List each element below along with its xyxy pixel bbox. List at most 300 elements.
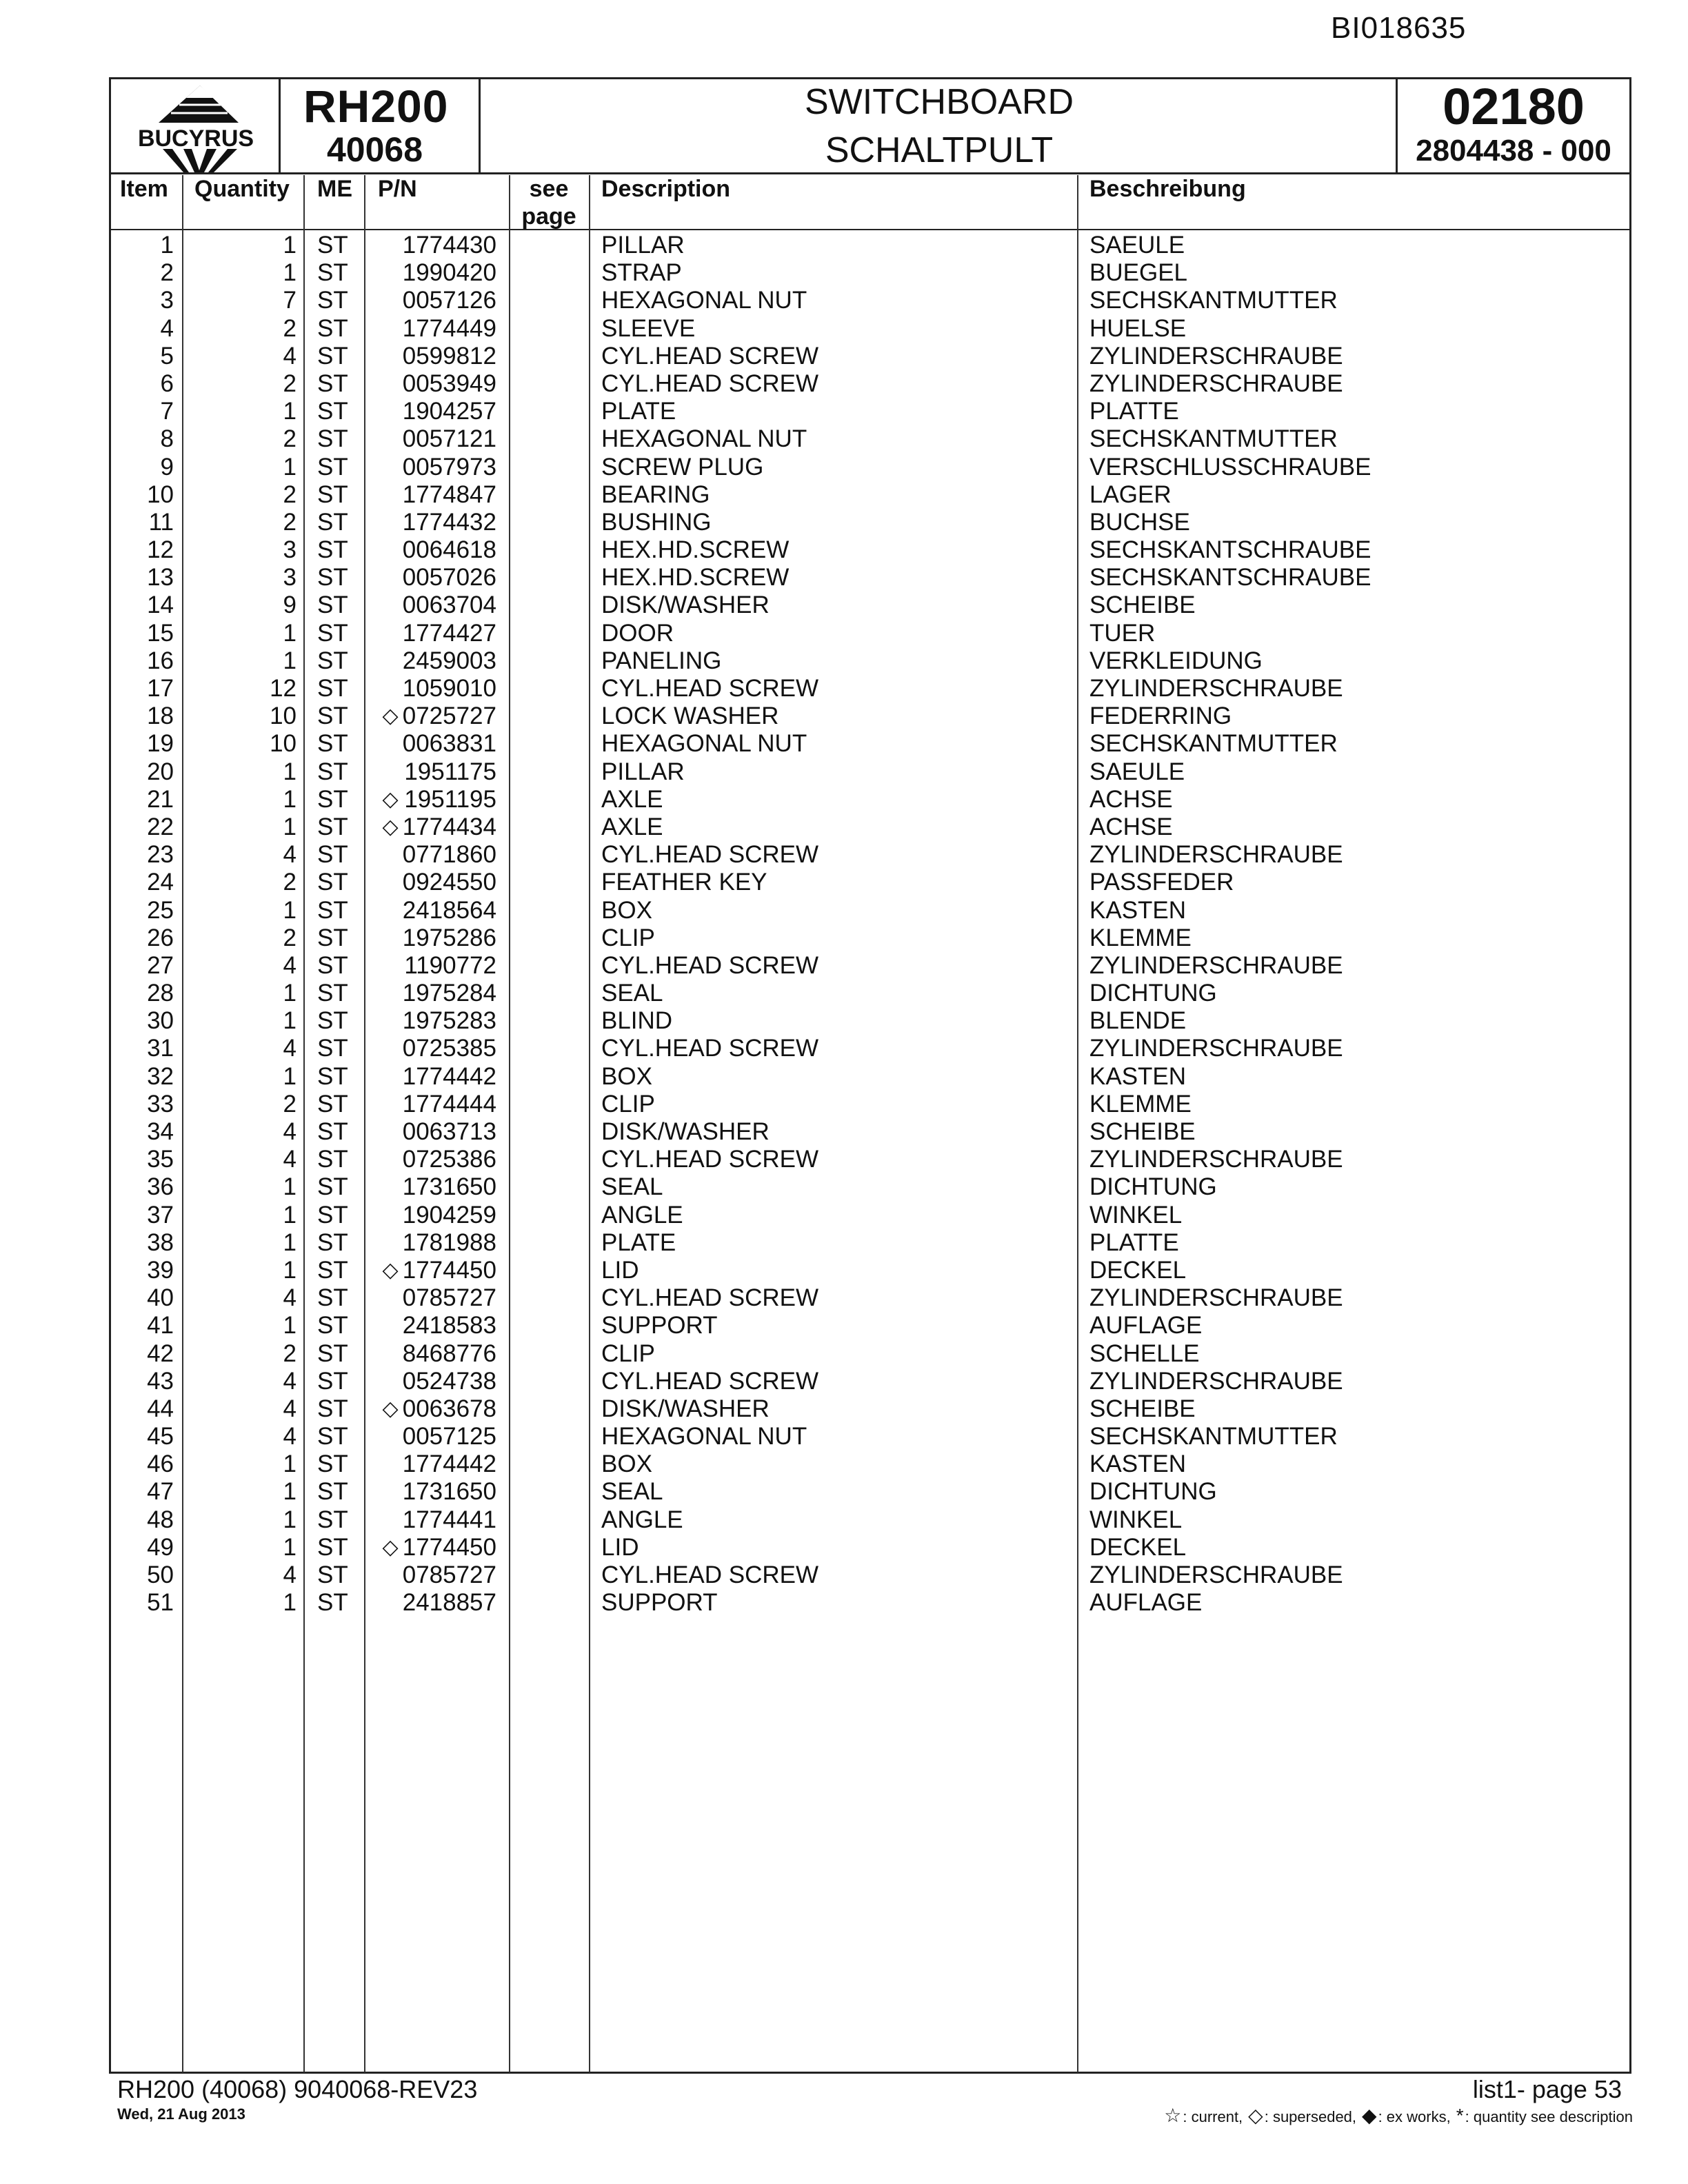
table-row (110, 564, 1630, 592)
unit: ST (317, 1450, 348, 1478)
beschreibung: SECHSKANTMUTTER (1089, 287, 1338, 314)
beschreibung: KASTEN (1089, 1450, 1187, 1478)
item-number: 8 (160, 425, 174, 453)
quantity: 1 (283, 1589, 297, 1617)
legend-text: : superseded, (1264, 2108, 1357, 2125)
col-header-pn: P/N (378, 176, 417, 202)
beschreibung: FEDERRING (1089, 702, 1232, 730)
description: DOOR (601, 619, 674, 647)
part-number: 1190772 (404, 951, 496, 979)
unit: ST (317, 647, 348, 674)
item-number: 15 (147, 619, 174, 647)
unit: ST (317, 1256, 348, 1284)
description: HEXAGONAL NUT (601, 425, 807, 453)
item-number: 39 (147, 1256, 174, 1284)
item-number: 16 (147, 647, 174, 674)
description: PLATE (601, 1228, 676, 1256)
description: SLEEVE (601, 314, 696, 342)
beschreibung: ZYLINDERSCHRAUBE (1089, 951, 1343, 979)
unit: ST (317, 536, 348, 564)
part-number: 1990420 (402, 259, 496, 287)
description: FEATHER KEY (601, 869, 767, 896)
table-row (110, 1368, 1630, 1395)
table-row (110, 647, 1630, 675)
drawing-number: 2804438 - 000 (1416, 134, 1611, 168)
footer-doc-ref: RH200 (40068) 9040068-REV23 (117, 2075, 478, 2103)
item-number: 35 (147, 1146, 174, 1173)
item-number: 31 (147, 1035, 174, 1062)
description: BOX (601, 1062, 652, 1090)
description: SCREW PLUG (601, 453, 764, 481)
description: AXLE (601, 785, 663, 813)
status-mark: ◇ (382, 1397, 399, 1420)
header-separator (1396, 77, 1398, 174)
table-row (110, 1340, 1630, 1368)
description: HEX.HD.SCREW (601, 564, 790, 592)
part-number: 1731650 (402, 1173, 496, 1201)
unit: ST (317, 758, 348, 785)
table-row (110, 1561, 1630, 1589)
beschreibung: ZYLINDERSCHRAUBE (1089, 1284, 1343, 1312)
beschreibung: SCHEIBE (1089, 592, 1196, 619)
table-row (110, 1257, 1630, 1284)
item-number: 40 (147, 1284, 174, 1312)
quantity: 1 (283, 1312, 297, 1339)
beschreibung: SECHSKANTSCHRAUBE (1089, 564, 1372, 592)
quantity: 2 (283, 1339, 297, 1367)
part-number: 1774427 (402, 619, 496, 647)
item-number: 38 (147, 1228, 174, 1256)
unit: ST (317, 370, 348, 397)
table-row (110, 1423, 1630, 1450)
item-number: 32 (147, 1062, 174, 1090)
beschreibung: KASTEN (1089, 896, 1187, 924)
beschreibung: DECKEL (1089, 1533, 1187, 1561)
quantity: 1 (283, 1478, 297, 1506)
quantity: 1 (283, 1256, 297, 1284)
beschreibung: VERKLEIDUNG (1089, 647, 1263, 674)
col-header-beschreibung: Beschreibung (1089, 176, 1246, 202)
item-number: 49 (147, 1533, 174, 1561)
description: CYL.HEAD SCREW (601, 1284, 819, 1312)
description: AXLE (601, 813, 663, 840)
description: BOX (601, 1450, 652, 1478)
table-row (110, 980, 1630, 1007)
part-number: 0063831 (402, 730, 496, 758)
beschreibung: DICHTUNG (1089, 1478, 1217, 1506)
title-english: SWITCHBOARD (805, 82, 1074, 122)
item-number: 3 (160, 287, 174, 314)
part-number: 0599812 (402, 342, 496, 370)
table-row (110, 592, 1630, 619)
legend-symbol: ◇ (1248, 2105, 1263, 2126)
item-number: 18 (147, 702, 174, 730)
table-row (110, 1035, 1630, 1062)
table-row (110, 1063, 1630, 1091)
parts-table-body (110, 232, 1630, 1617)
description: LID (601, 1256, 639, 1284)
table-row (110, 259, 1630, 287)
quantity: 10 (270, 730, 297, 758)
quantity: 2 (283, 370, 297, 397)
part-number: 1904259 (402, 1201, 496, 1228)
unit: ST (317, 1589, 348, 1617)
description: SEAL (601, 980, 663, 1007)
part-number: 0064618 (402, 536, 496, 564)
table-row (110, 758, 1630, 786)
table-row (110, 675, 1630, 702)
part-number: 1975284 (402, 980, 496, 1007)
beschreibung: WINKEL (1089, 1506, 1183, 1533)
part-number: 1781988 (402, 1228, 496, 1256)
unit: ST (317, 951, 348, 979)
part-number: 0057125 (402, 1423, 496, 1450)
part-number: 1774441 (402, 1506, 496, 1533)
col-header-me: ME (317, 176, 352, 202)
model-number: RH200 (303, 81, 449, 132)
beschreibung: ZYLINDERSCHRAUBE (1089, 1367, 1343, 1395)
group-number: 02180 (1443, 78, 1585, 135)
quantity: 1 (283, 1228, 297, 1256)
item-number: 28 (147, 980, 174, 1007)
quantity: 4 (283, 1367, 297, 1395)
item-number: 30 (147, 1007, 174, 1035)
quantity: 12 (270, 675, 297, 702)
description: LID (601, 1533, 639, 1561)
serial-number: 40068 (327, 130, 423, 169)
item-number: 20 (147, 758, 174, 785)
description: CLIP (601, 1339, 655, 1367)
beschreibung: SCHEIBE (1089, 1395, 1196, 1422)
item-number: 2 (160, 259, 174, 287)
description: SUPPORT (601, 1589, 718, 1617)
part-number: 0063713 (402, 1118, 496, 1145)
table-row (110, 1118, 1630, 1146)
item-number: 26 (147, 924, 174, 951)
quantity: 4 (283, 342, 297, 370)
unit: ST (317, 1395, 348, 1422)
table-row (110, 1146, 1630, 1173)
unit: ST (317, 481, 348, 508)
beschreibung: ACHSE (1089, 785, 1173, 813)
beschreibung: AUFLAGE (1089, 1589, 1203, 1617)
quantity: 2 (283, 869, 297, 896)
unit: ST (317, 425, 348, 453)
item-number: 51 (147, 1589, 174, 1617)
quantity: 1 (283, 647, 297, 674)
table-row (110, 1173, 1630, 1201)
quantity: 9 (283, 592, 297, 619)
part-number: 1774450 (402, 1533, 496, 1561)
quantity: 4 (283, 1395, 297, 1422)
unit: ST (317, 1118, 348, 1145)
unit: ST (317, 259, 348, 287)
item-number: 50 (147, 1561, 174, 1588)
unit: ST (317, 453, 348, 481)
part-number: 1774450 (402, 1256, 496, 1284)
table-row (110, 481, 1630, 509)
beschreibung: WINKEL (1089, 1201, 1183, 1228)
unit: ST (317, 980, 348, 1007)
beschreibung: AUFLAGE (1089, 1312, 1203, 1339)
beschreibung: ZYLINDERSCHRAUBE (1089, 1561, 1343, 1588)
part-number: 1774449 (402, 314, 496, 342)
part-number: 1774434 (402, 813, 496, 840)
quantity: 1 (283, 232, 297, 259)
unit: ST (317, 1478, 348, 1506)
table-row (110, 1202, 1630, 1229)
item-number: 34 (147, 1118, 174, 1145)
part-number: 0785727 (402, 1561, 496, 1588)
beschreibung: ACHSE (1089, 813, 1173, 840)
beschreibung: PLATTE (1089, 398, 1179, 425)
table-row (110, 1229, 1630, 1257)
unit: ST (317, 619, 348, 647)
table-row (110, 343, 1630, 370)
item-number: 9 (160, 453, 174, 481)
part-number: 1975283 (402, 1007, 496, 1035)
description: CYL.HEAD SCREW (601, 342, 819, 370)
quantity: 3 (283, 564, 297, 592)
beschreibung: HUELSE (1089, 314, 1187, 342)
part-number: 1951175 (404, 758, 496, 785)
beschreibung: TUER (1089, 619, 1156, 647)
table-row (110, 869, 1630, 896)
part-number: 0053949 (402, 370, 496, 397)
description: HEX.HD.SCREW (601, 536, 790, 564)
unit: ST (317, 1506, 348, 1533)
quantity: 1 (283, 1506, 297, 1533)
description: CLIP (601, 1090, 655, 1118)
item-number: 17 (147, 675, 174, 702)
item-number: 25 (147, 896, 174, 924)
part-number: 2418564 (402, 896, 496, 924)
part-number: 2459003 (402, 647, 496, 674)
table-row (110, 536, 1630, 564)
unit: ST (317, 398, 348, 425)
beschreibung: PASSFEDER (1089, 869, 1234, 896)
table-row (110, 952, 1630, 980)
legend-symbol: ◆ (1362, 2105, 1377, 2126)
table-row (110, 370, 1630, 398)
part-number: 0063704 (402, 592, 496, 619)
description: CYL.HEAD SCREW (601, 1035, 819, 1062)
quantity: 1 (283, 1533, 297, 1561)
unit: ST (317, 1035, 348, 1062)
part-number: 1904257 (402, 398, 496, 425)
beschreibung: SECHSKANTMUTTER (1089, 1423, 1338, 1450)
item-number: 12 (147, 536, 174, 564)
unit: ST (317, 314, 348, 342)
beschreibung: DECKEL (1089, 1256, 1187, 1284)
legend-text: : current, (1183, 2108, 1243, 2125)
quantity: 4 (283, 1423, 297, 1450)
beschreibung: SCHELLE (1089, 1339, 1200, 1367)
table-row (110, 425, 1630, 453)
item-number: 37 (147, 1201, 174, 1228)
description: PANELING (601, 647, 722, 674)
item-number: 19 (147, 730, 174, 758)
col-header-see-page: see page (521, 176, 576, 230)
quantity: 1 (283, 813, 297, 840)
table-row (110, 897, 1630, 924)
item-number: 7 (160, 398, 174, 425)
unit: ST (317, 1173, 348, 1201)
table-row (110, 1534, 1630, 1561)
table-row (110, 841, 1630, 869)
part-number: 1774847 (402, 481, 496, 508)
description: BUSHING (601, 508, 712, 536)
table-row (110, 813, 1630, 841)
item-number: 11 (148, 508, 174, 536)
table-row (110, 1312, 1630, 1339)
part-number: 0725385 (402, 1035, 496, 1062)
part-number: 2418857 (402, 1589, 496, 1617)
item-number: 48 (147, 1506, 174, 1533)
description: DISK/WASHER (601, 1118, 770, 1145)
status-mark: ◇ (382, 787, 399, 811)
item-number: 33 (147, 1090, 174, 1118)
beschreibung: KLEMME (1089, 924, 1192, 951)
quantity: 1 (283, 453, 297, 481)
table-row (110, 287, 1630, 314)
unit: ST (317, 287, 348, 314)
quantity: 2 (283, 425, 297, 453)
unit: ST (317, 785, 348, 813)
part-number: 1774442 (402, 1450, 496, 1478)
part-number: 0725727 (402, 702, 496, 730)
description: DISK/WASHER (601, 592, 770, 619)
beschreibung: BLENDE (1089, 1007, 1187, 1035)
quantity: 2 (283, 314, 297, 342)
brand-text: BUCYRUS (137, 125, 254, 152)
description: HEXAGONAL NUT (601, 730, 807, 758)
beschreibung: SECHSKANTMUTTER (1089, 730, 1338, 758)
part-number: 1774432 (402, 508, 496, 536)
legend-symbol: ☆ (1164, 2105, 1182, 2126)
table-row (110, 924, 1630, 952)
table-row (110, 1284, 1630, 1312)
description: SUPPORT (601, 1312, 718, 1339)
unit: ST (317, 508, 348, 536)
quantity: 4 (283, 1118, 297, 1145)
beschreibung: BUEGEL (1089, 259, 1187, 287)
status-mark: ◇ (382, 815, 399, 838)
beschreibung: SAEULE (1089, 758, 1185, 785)
table-row (110, 1007, 1630, 1035)
unit: ST (317, 675, 348, 702)
quantity: 1 (283, 980, 297, 1007)
part-number: 1731650 (402, 1478, 496, 1506)
item-number: 44 (147, 1395, 174, 1422)
header-separator (479, 77, 481, 174)
item-number: 46 (147, 1450, 174, 1478)
description: ANGLE (601, 1201, 683, 1228)
description: SEAL (601, 1173, 663, 1201)
unit: ST (317, 813, 348, 840)
unit: ST (317, 1423, 348, 1450)
part-number: 1975286 (402, 924, 496, 951)
table-row (110, 1450, 1630, 1478)
beschreibung: ZYLINDERSCHRAUBE (1089, 675, 1343, 702)
description: CYL.HEAD SCREW (601, 951, 819, 979)
item-number: 1 (160, 232, 174, 259)
part-number: 1774442 (402, 1062, 496, 1090)
table-row (110, 398, 1630, 425)
unit: ST (317, 841, 348, 869)
description: SEAL (601, 1478, 663, 1506)
unit: ST (317, 1561, 348, 1588)
column-header-divider (109, 229, 1631, 230)
beschreibung: DICHTUNG (1089, 1173, 1217, 1201)
unit: ST (317, 1007, 348, 1035)
unit: ST (317, 1284, 348, 1312)
description: LOCK WASHER (601, 702, 779, 730)
unit: ST (317, 1367, 348, 1395)
description: PILLAR (601, 232, 685, 259)
table-row (110, 315, 1630, 343)
document-id: BI018635 (1331, 11, 1467, 45)
beschreibung: SECHSKANTMUTTER (1089, 425, 1338, 453)
quantity: 4 (283, 1561, 297, 1588)
beschreibung: LAGER (1089, 481, 1172, 508)
description: CYL.HEAD SCREW (601, 675, 819, 702)
part-number: 0057121 (402, 425, 496, 453)
legend-text: : quantity see description (1465, 2108, 1633, 2125)
table-row (110, 454, 1630, 481)
quantity: 1 (283, 259, 297, 287)
item-number: 27 (147, 951, 174, 979)
unit: ST (317, 232, 348, 259)
quantity: 7 (283, 287, 297, 314)
title-german: SCHALTPULT (825, 130, 1054, 170)
unit: ST (317, 896, 348, 924)
part-number: 0785727 (402, 1284, 496, 1312)
header-separator (279, 77, 281, 174)
table-row (110, 730, 1630, 758)
legend-text: : ex works, (1378, 2108, 1451, 2125)
beschreibung: PLATTE (1089, 1228, 1179, 1256)
quantity: 1 (283, 1450, 297, 1478)
table-row (110, 1589, 1630, 1617)
item-number: 36 (147, 1173, 174, 1201)
quantity: 2 (283, 508, 297, 536)
legend-symbol: * (1456, 2105, 1464, 2126)
quantity: 10 (270, 702, 297, 730)
item-number: 42 (147, 1339, 174, 1367)
unit: ST (317, 1228, 348, 1256)
col-header-item: Item (120, 176, 168, 202)
bucyrus-logo (117, 83, 274, 172)
item-number: 23 (147, 841, 174, 869)
table-row (110, 509, 1630, 536)
status-mark: ◇ (382, 1258, 399, 1282)
table-row (110, 620, 1630, 647)
description: CYL.HEAD SCREW (601, 370, 819, 397)
quantity: 1 (283, 1007, 297, 1035)
table-row (110, 1395, 1630, 1423)
item-number: 6 (160, 370, 174, 397)
unit: ST (317, 1201, 348, 1228)
beschreibung: ZYLINDERSCHRAUBE (1089, 342, 1343, 370)
unit: ST (317, 342, 348, 370)
description: HEXAGONAL NUT (601, 287, 807, 314)
quantity: 1 (283, 785, 297, 813)
beschreibung: ZYLINDERSCHRAUBE (1089, 841, 1343, 869)
table-row (110, 1091, 1630, 1118)
quantity: 4 (283, 1035, 297, 1062)
item-number: 45 (147, 1423, 174, 1450)
